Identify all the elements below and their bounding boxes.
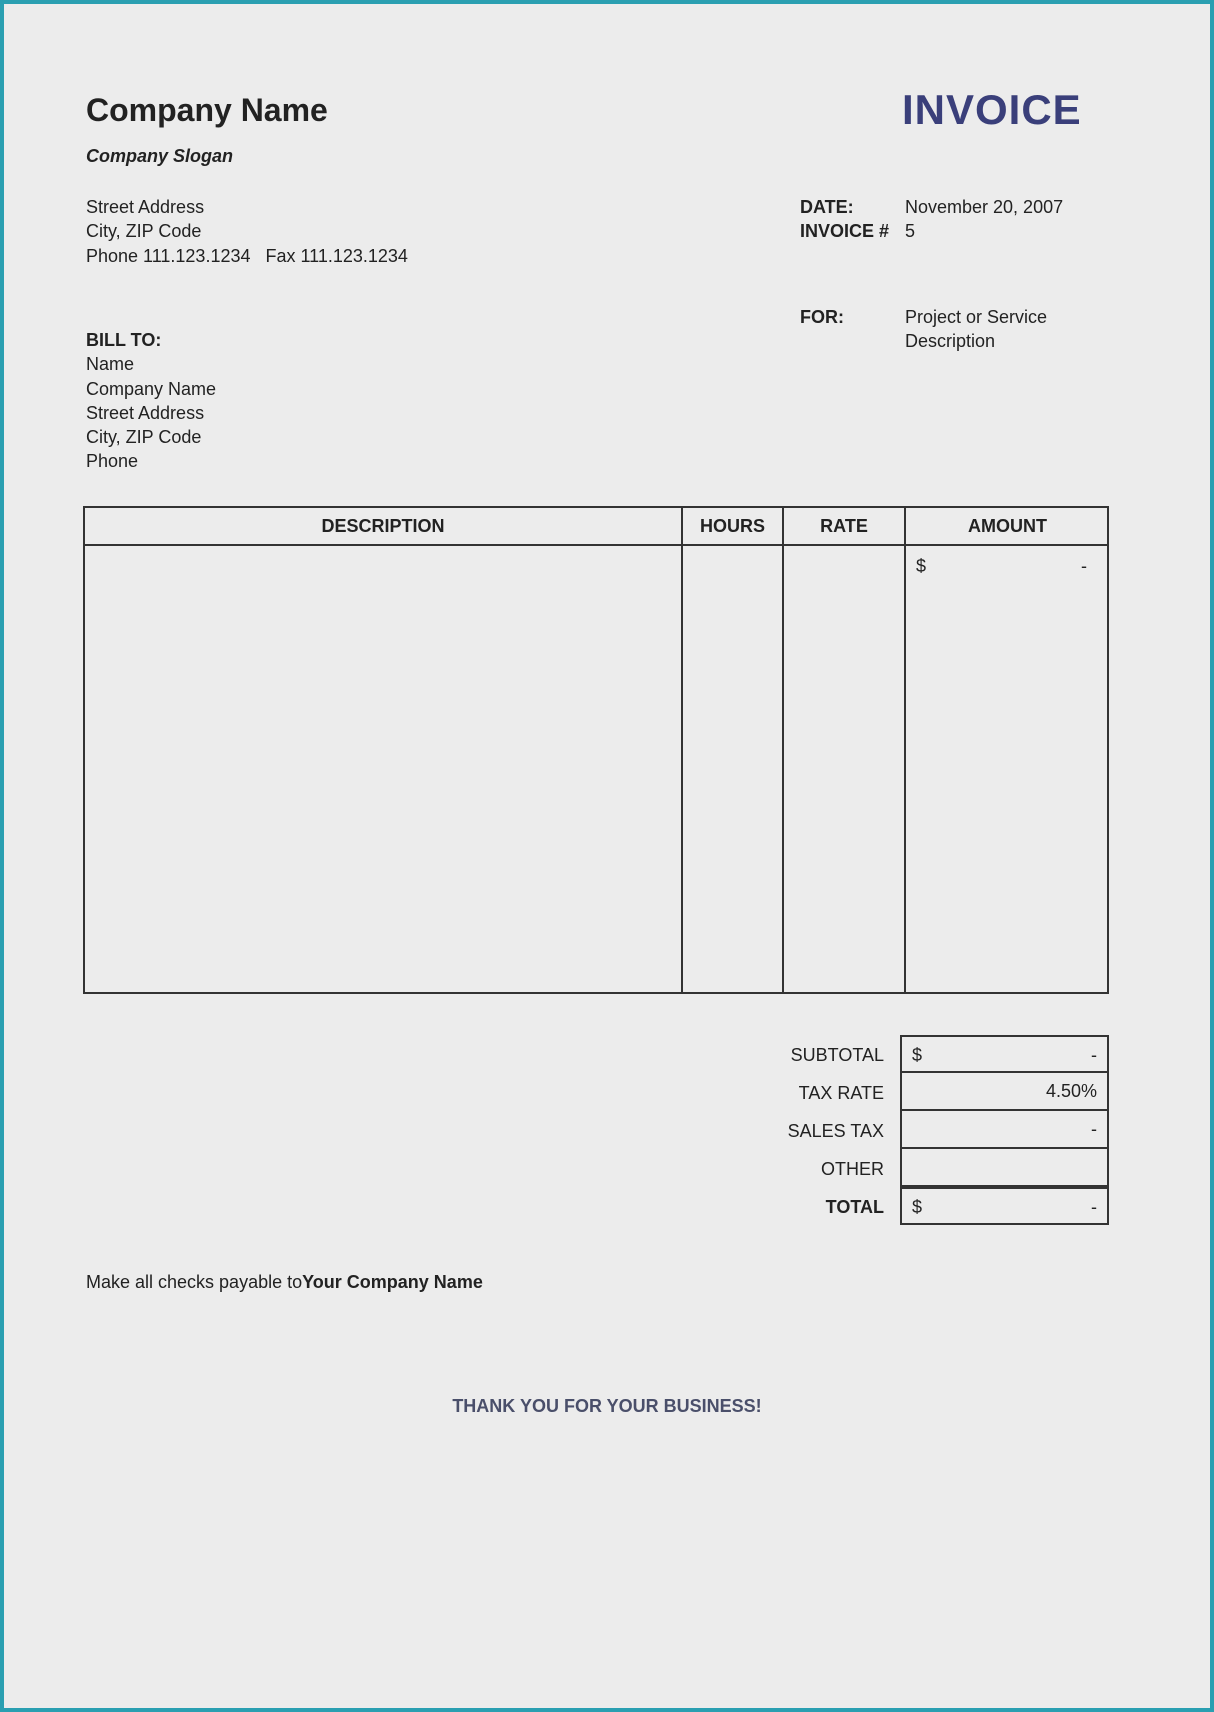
for-value-line2: Description xyxy=(905,331,996,351)
invoice-title: INVOICE xyxy=(902,86,1082,133)
checks-company: Your Company Name xyxy=(302,1272,483,1292)
company-slogan: Company Slogan xyxy=(86,146,234,166)
items-table xyxy=(83,506,1109,994)
bill-to-city-zip: City, ZIP Code xyxy=(86,427,202,447)
other-label: OTHER xyxy=(821,1159,884,1179)
checks-prefix: Make all checks payable to xyxy=(86,1272,303,1292)
bill-to-street: Street Address xyxy=(86,403,205,423)
company-name: Company Name xyxy=(86,92,328,128)
date-label: DATE: xyxy=(800,197,854,217)
bill-to-phone: Phone xyxy=(86,451,139,471)
for-value-line1: Project or Service xyxy=(905,307,1048,327)
bill-to-label: BILL TO: xyxy=(86,330,162,350)
checks-payable-note xyxy=(86,1272,483,1293)
sender-phone-fax: Phone 111.123.1234 Fax 111.123.1234 xyxy=(86,246,408,266)
total-currency: $ xyxy=(912,1197,923,1217)
tax-rate-value: 4.50% xyxy=(1045,1081,1097,1101)
subtotal-currency: $ xyxy=(912,1045,923,1065)
thank-you-note: THANK YOU FOR YOUR BUSINESS! xyxy=(452,1396,762,1416)
total-label: TOTAL xyxy=(825,1197,884,1217)
row-amount-currency: $ xyxy=(916,556,927,576)
total-value: - xyxy=(1091,1197,1097,1217)
for-label: FOR: xyxy=(800,307,844,327)
sales-tax-value: - xyxy=(1091,1119,1097,1139)
sender-city-zip: City, ZIP Code xyxy=(86,221,202,241)
header-hours: HOURS xyxy=(699,516,765,536)
invoice-number-label: INVOICE # xyxy=(800,221,890,241)
column-divider xyxy=(681,508,683,992)
subtotal-value: - xyxy=(1091,1045,1097,1065)
header-divider xyxy=(85,544,1107,546)
invoice-number-value: 5 xyxy=(905,221,916,241)
sales-tax-box xyxy=(900,1111,1109,1149)
header-amount: AMOUNT xyxy=(968,516,1047,536)
bill-to-name: Name xyxy=(86,354,135,374)
sales-tax-label: SALES TAX xyxy=(787,1121,884,1141)
other-box xyxy=(900,1149,1109,1187)
row-amount-value: - xyxy=(1081,556,1087,576)
total-box xyxy=(900,1187,1109,1225)
sender-street: Street Address xyxy=(86,197,205,217)
header-rate: RATE xyxy=(820,516,868,536)
date-value: November 20, 2007 xyxy=(905,197,1064,217)
column-divider xyxy=(904,508,906,992)
subtotal-label: SUBTOTAL xyxy=(790,1045,884,1065)
column-divider xyxy=(782,508,784,992)
bill-to-company: Company Name xyxy=(86,379,217,399)
header-description: DESCRIPTION xyxy=(321,516,445,536)
tax-rate-box xyxy=(900,1073,1109,1111)
subtotal-box xyxy=(900,1035,1109,1073)
invoice-page xyxy=(4,4,1210,1708)
tax-rate-label: TAX RATE xyxy=(798,1083,884,1103)
